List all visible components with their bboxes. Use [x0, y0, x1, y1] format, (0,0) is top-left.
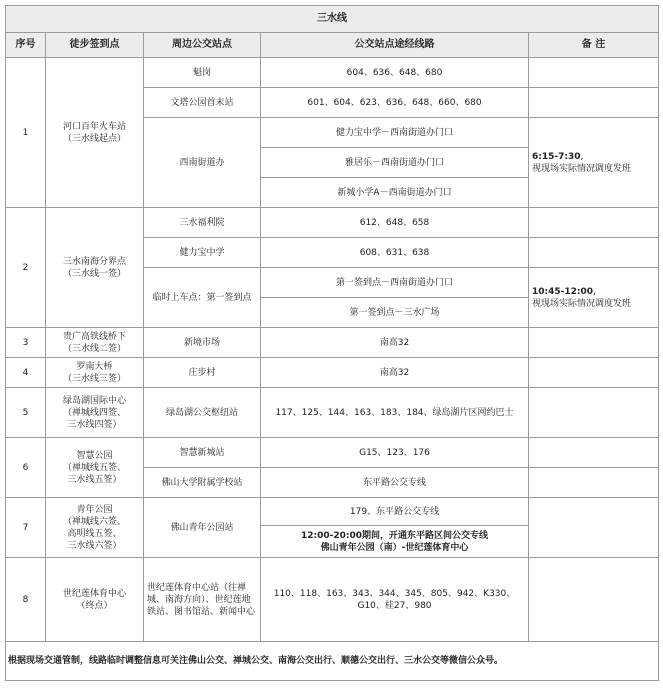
row-5-no: 5: [6, 388, 46, 438]
row-5-remark-blank: [529, 388, 659, 438]
row-2-stop-2: 健力宝中学: [144, 238, 261, 268]
row-2-remark-time: 10:45-12:00: [532, 286, 594, 297]
row-1-remark-blank-1: [529, 58, 659, 88]
row-2-route-3a: 第一签到点－西南街道办门口: [261, 268, 529, 298]
row-2-remark-text: 视现场实际情况调度发班: [532, 298, 632, 309]
row-2-route-1: 612、648、658: [261, 208, 529, 238]
row-8-no: 8: [6, 558, 46, 642]
header-no: 序号: [6, 33, 46, 58]
row-6-no: 6: [6, 438, 46, 498]
row-1-route-1: 604、636、648、680: [261, 58, 529, 88]
row-1-route-3c: 新城小学A－西南街道办门口: [261, 178, 529, 208]
row-6-remark-blank-1: [529, 438, 659, 468]
header-routes: 公交站点途经线路: [261, 33, 529, 58]
row-6-stop-2: 佛山大学附属学校站: [144, 468, 261, 498]
row-1-stop-3: 西南街道办: [144, 118, 261, 208]
row-2-route-3b: 第一签到点－三水广场: [261, 298, 529, 328]
row-1-remark-blank-2: [529, 88, 659, 118]
row-7-no: 7: [6, 498, 46, 558]
row-7-stop-1: 佛山青年公园站: [144, 498, 261, 558]
row-2-remark-blank-2: [529, 238, 659, 268]
row-8-route-1: 110、118、163、343、344、345、805、942、K330、G10、桂27、980: [261, 558, 529, 642]
row-3-route-1: 南高32: [261, 328, 529, 358]
row-2-route-2: 608、631、638: [261, 238, 529, 268]
row-4-no: 4: [6, 358, 46, 388]
row-2-no: 2: [6, 208, 46, 328]
row-2-remark: 10:45-12:00, 视现场实际情况调度发班: [529, 268, 659, 328]
row-4-route-1: 南高32: [261, 358, 529, 388]
row-8-walk-point: 世纪莲体育中心 （终点）: [46, 558, 144, 642]
row-5-walk-point: 绿岛湖国际中心 （禅城线四签、 三水线四签）: [46, 388, 144, 438]
row-1-no: 1: [6, 58, 46, 208]
footer-note: 根据现场交通管制，线路临时调整信息可关注佛山公交、禅城公交、南海公交出行、顺德公交出行、三水公交等微信公众号。: [6, 642, 659, 681]
row-2-remark-blank-1: [529, 208, 659, 238]
row-6-remark-blank-2: [529, 468, 659, 498]
row-3-no: 3: [6, 328, 46, 358]
row-7-walk-point: 青年公园 （禅城线六签、 高明线五签、 三水线六签）: [46, 498, 144, 558]
row-4-remark-blank: [529, 358, 659, 388]
row-1-route-3b: 雅居乐－西南街道办门口: [261, 148, 529, 178]
row-6-route-1: G15、123、176: [261, 438, 529, 468]
row-1-route-2: 601、604、623、636、648、660、680: [261, 88, 529, 118]
row-3-stop-1: 新境市场: [144, 328, 261, 358]
row-2-stop-1: 三水福利院: [144, 208, 261, 238]
row-5-route-1: 117、125、144、163、183、184、绿岛湖片区网约巴士: [261, 388, 529, 438]
header-remark: 备 注: [529, 33, 659, 58]
row-5-stop-1: 绿岛湖公交枢纽站: [144, 388, 261, 438]
row-1-stop-2: 文塔公园首末站: [144, 88, 261, 118]
row-1-remark: 6:15-7:30, 视现场实际情况调度发班: [529, 118, 659, 208]
row-1-route-3a: 健力宝中学－西南街道办门口: [261, 118, 529, 148]
row-7-remark-blank: [529, 498, 659, 558]
row-6-stop-1: 智慧新城站: [144, 438, 261, 468]
row-3-walk-point: 贵广高铁线桥下 （三水线二签）: [46, 328, 144, 358]
row-4-stop-1: 庄步村: [144, 358, 261, 388]
row-1-remark-text: 视现场实际情况调度发班: [532, 163, 632, 174]
row-7-route-2: 12:00-20:00期间，开通东平路区间公交专线 佛山青年公园（南）-世纪莲体育中心: [261, 526, 529, 558]
row-1-stop-1: 魁岗: [144, 58, 261, 88]
row-2-walk-point: 三水南海分界点 （三水线一签）: [46, 208, 144, 328]
row-4-walk-point: 罗南大桥 （三水线三签）: [46, 358, 144, 388]
row-6-route-2: 东平路公交专线: [261, 468, 529, 498]
row-2-stop-3: 临时上车点：第一签到点: [144, 268, 261, 328]
table-title: 三水线: [6, 6, 659, 33]
row-7-route-1: 179、东平路公交专线: [261, 498, 529, 526]
row-8-remark-blank: [529, 558, 659, 642]
row-8-stop-1: 世纪莲体育中心站（往禅城、南海方向）、世纪莲地铁站、图书馆站、新闻中心: [144, 558, 261, 642]
route-table: [5, 5, 659, 681]
row-1-remark-time: 6:15-7:30: [532, 151, 581, 162]
row-3-remark-blank: [529, 328, 659, 358]
header-walk-point: 徒步签到点: [46, 33, 144, 58]
row-1-walk-point: 河口百年火车站 （三水线起点）: [46, 58, 144, 208]
header-bus-stop: 周边公交站点: [144, 33, 261, 58]
row-6-walk-point: 智慧公园 （禅城线五签、 三水线五签）: [46, 438, 144, 498]
